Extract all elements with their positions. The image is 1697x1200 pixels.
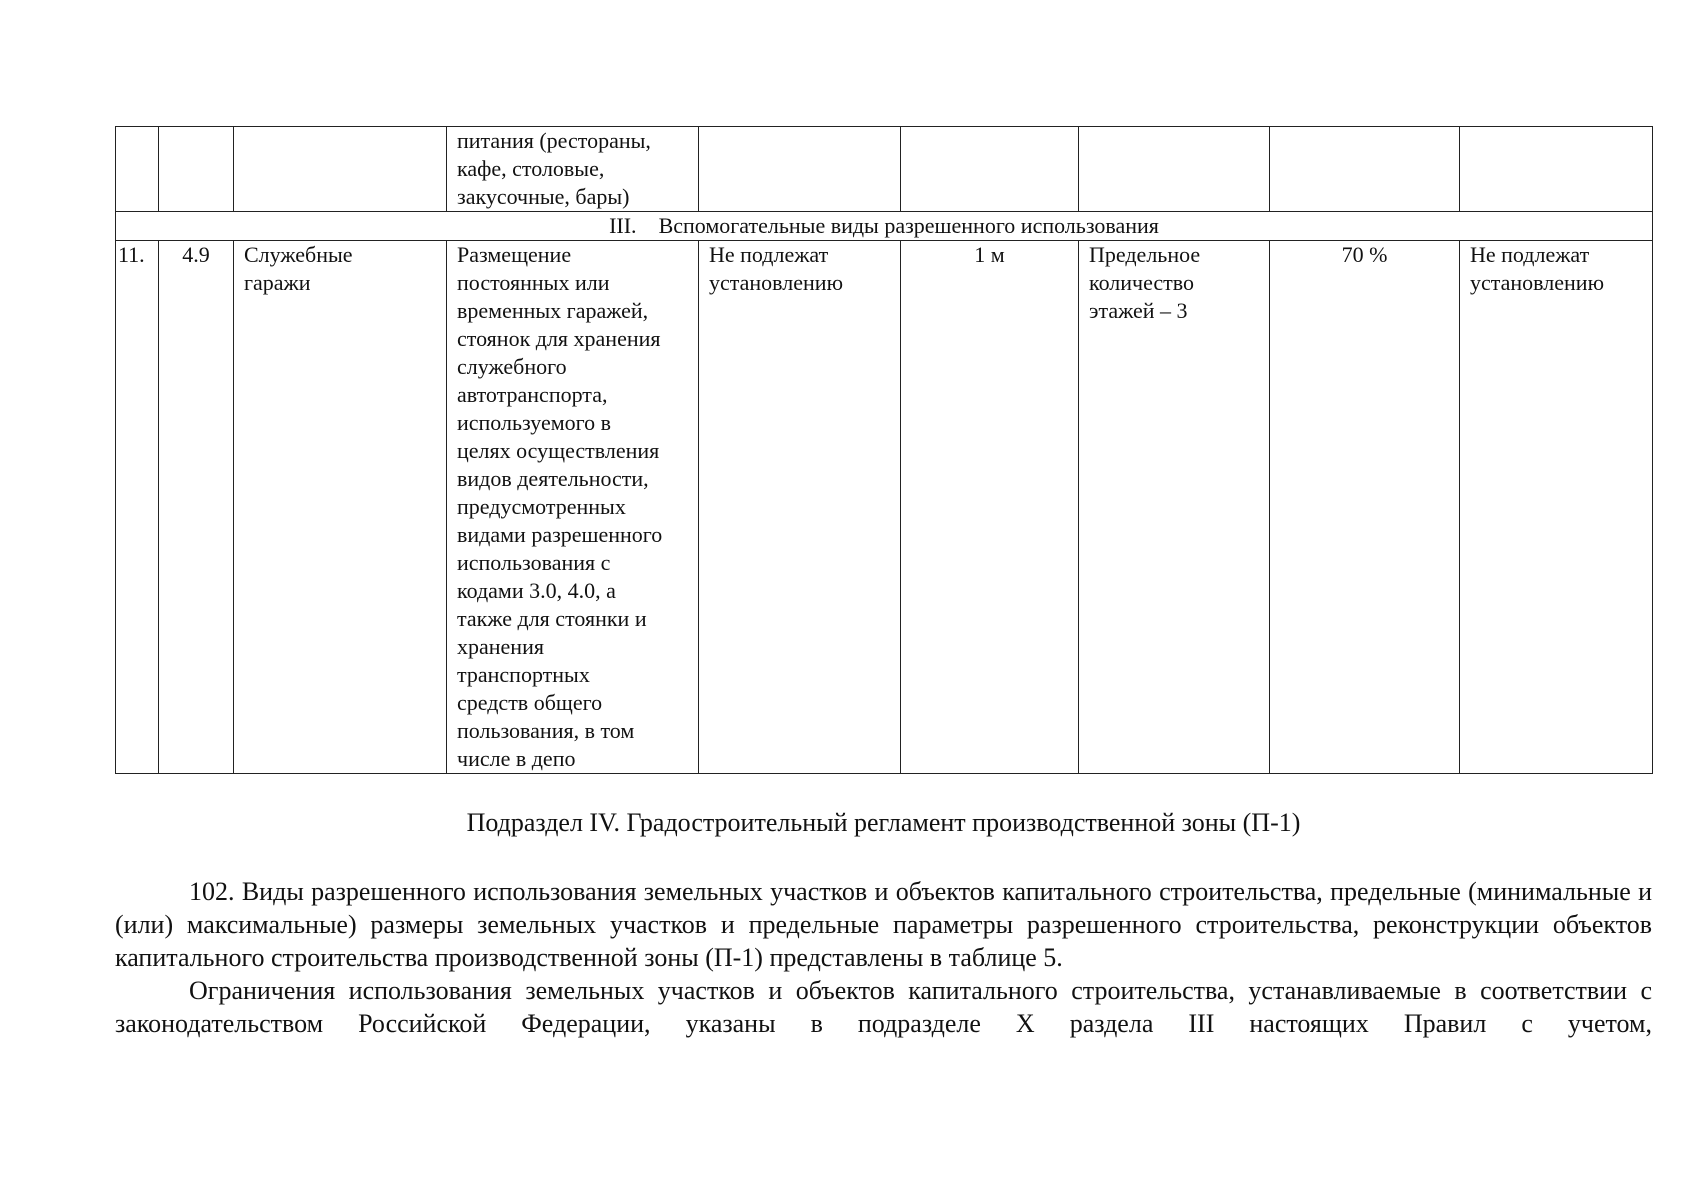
cell-plot-size: Не подлежат установлению [699, 241, 901, 774]
cell-description: Размещение постоянных или временных гаражей, стоянок для хранения служебного автотранспорта, используемого в целях осуществления видов деятельности, предусмотренных видами разрешенного использования с кодами 3.0, 4.0, а также для стоянки и хранения транспортных средств общего пользования, в том числе в депо [447, 241, 699, 774]
cell-plot-size [699, 127, 901, 212]
cell-setback [901, 127, 1079, 212]
cell-floors: Предельное количество этажей – 3 [1079, 241, 1270, 774]
paragraph-102: 102. Виды разрешенного использования земельных участков и объектов капитального строительства, предельные (минимальные и (или) максимальные) размеры земельных участков и предельные параметры разрешенного строительства, реконструкции объектов капитального строительства производственной зоны (П-1) представлены в таблице 5. [115, 877, 1652, 972]
cell-number [116, 127, 159, 212]
section-header-cell [116, 212, 1653, 241]
subsection-title: Подраздел IV. Градостроительный регламент производственной зоны (П-1) [466, 808, 1301, 837]
cell-description: питания (рестораны, кафе, столовые, закусочные, бары) [447, 127, 699, 212]
cell-number: 11. [116, 241, 159, 774]
cell-other [1460, 127, 1653, 212]
table-row-continuation [116, 127, 1653, 212]
paragraph-restrictions: Ограничения использования земельных участков и объектов капитального строительства, устанавливаемые в соответствии с законодательством Российской Федерации, указаны в подразделе X раздела III настоящих Правил с учетом, [115, 976, 1652, 1038]
table-section-header-row [116, 212, 1653, 241]
cell-name: Служебные гаражи [234, 241, 447, 774]
table-row [116, 241, 1653, 774]
cell-coverage [1270, 127, 1460, 212]
cell-code: 4.9 [159, 241, 234, 774]
regulation-table [115, 126, 1653, 774]
section-roman-numeral: III. [609, 213, 637, 238]
cell-setback: 1 м [901, 241, 1079, 774]
cell-code [159, 127, 234, 212]
cell-coverage: 70 % [1270, 241, 1460, 774]
cell-floors [1079, 127, 1270, 212]
cell-name [234, 127, 447, 212]
section-title: Вспомогательные виды разрешенного использования [658, 213, 1159, 238]
cell-other: Не подлежат установлению [1460, 241, 1653, 774]
